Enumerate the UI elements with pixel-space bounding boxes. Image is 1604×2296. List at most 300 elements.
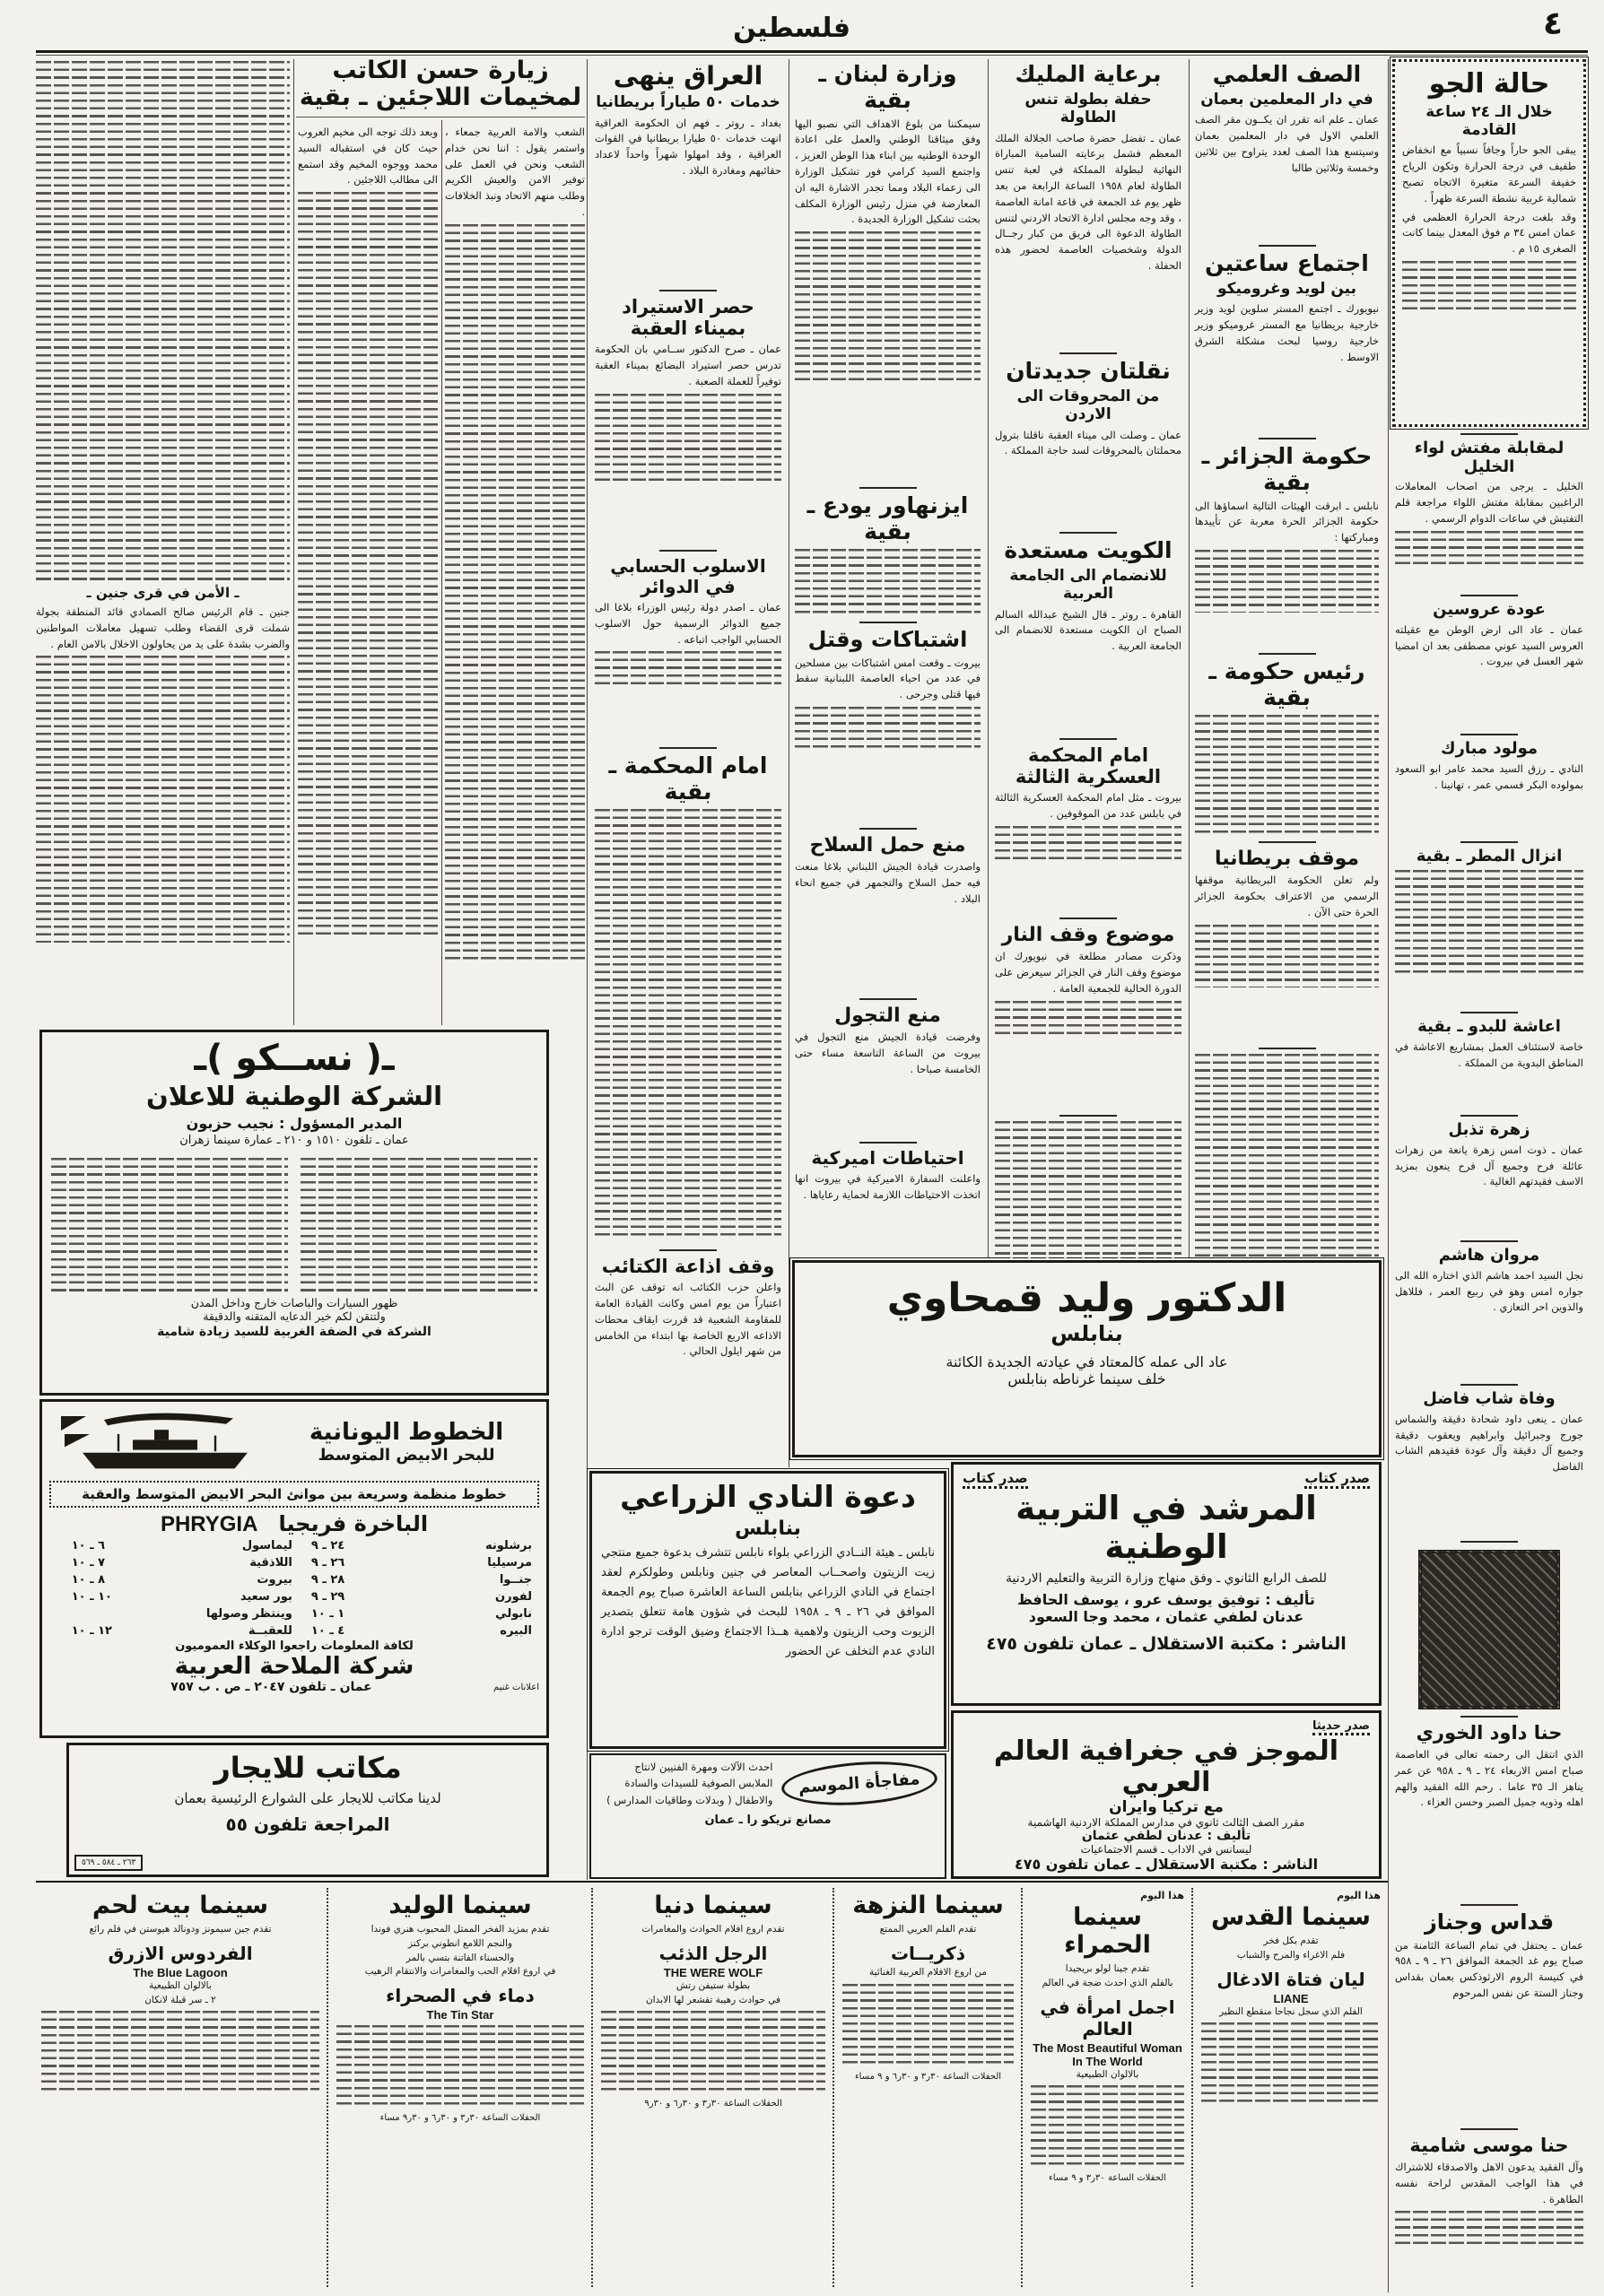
section-body: وفرضت قيادة الجيش منع التجول في بيروت من الساعة التاسعة مساء حتى الخامسة صباحا . — [795, 1031, 981, 1075]
body-text-texture — [298, 192, 438, 936]
section-divider — [859, 487, 917, 489]
section-subheadline: للانضمام الى الجامعة العربية — [1009, 566, 1167, 604]
body-text-texture — [1031, 2085, 1184, 2166]
cinema-ad-3 — [837, 1886, 1019, 2292]
section-headline: وزارة لبنان ـ بقية — [818, 61, 957, 113]
showtimes: الحفلات الساعة ٣٠ر٣ و ٣٠ر٦ و ٩ مساء — [854, 2071, 1002, 2082]
ad-nesco-manager: المدير المسؤول : نجيب حزبون — [186, 1115, 403, 1132]
header-rule — [36, 50, 1588, 53]
showtimes: الحفلات الساعة ٣٠ر٣ و ٣٠ر٦ و ٣٠ر٩ مساء — [379, 2113, 541, 2123]
section-body: بيروت ـ وقعت امس اشتباكات بين مسلحين في عدد من احياء العاصمة اللبنانية سقط فيها قتلى وجرحى . — [795, 656, 981, 701]
schedule-row — [65, 1622, 300, 1639]
body-text-texture — [36, 656, 290, 943]
body-text-texture — [1395, 2211, 1583, 2247]
body-text-texture — [842, 1984, 1014, 2065]
bullet-line: الملابس الصوفية للسيدات والسادة — [624, 1777, 773, 1790]
news-section — [792, 822, 983, 992]
ad-book-murshid — [951, 1462, 1382, 1706]
column-divider — [1189, 59, 1190, 1257]
body-text-texture — [1201, 2022, 1381, 2103]
cinema-line: تقدم بكل فخر — [1263, 1935, 1319, 1946]
section-body: ولم تعلن الحكومة البريطانية موقفها الرسمي من الاعتراف بحكومة الجزائر الحرة حتى الآن . — [1195, 874, 1379, 918]
section-divider — [659, 550, 717, 552]
book-publisher: الناشر : مكتبة الاستقلال ـ عمان تلفون ٤٧٥ — [1014, 1856, 1319, 1873]
body-text-texture — [41, 2011, 319, 2092]
section-headline: انزال المطر ـ بقية — [1416, 847, 1563, 865]
body-text-texture — [1402, 261, 1576, 315]
section-headline: الصف العلمي — [1212, 61, 1362, 87]
ship-name-arabic: الباخرة فريجيا — [278, 1511, 429, 1536]
section-headline: وفاة شاب فاضل — [1423, 1389, 1556, 1408]
section-body: النادي ـ رزق السيد محمد عامر ابو السعود بمولوده البكر فسمي عمر ، تهانينا . — [1395, 761, 1583, 791]
section-body: عمان ـ عاد الى ارض الوطن مع عقيلته العروس السيد عوني مصطفى بعد ان امضيا شهر العسل في بيروت . — [1395, 622, 1583, 668]
section-body: وقد بلغت درجة الحرارة العظمى في عمان امس ٣٤ م فوق المعدل بينما كانت الصغرى ١٥ م . — [1402, 210, 1576, 256]
section-divider — [1059, 918, 1117, 919]
film-title-latin: The Tin Star — [426, 2008, 494, 2022]
schedule-row — [65, 1588, 300, 1605]
schedule-port: البيره — [500, 1624, 532, 1638]
header-rule-thin — [36, 55, 1588, 56]
schedule-port: جنــوا — [499, 1573, 532, 1587]
ad-greek-subtitle: للبحر الابيض المتوسط — [318, 1445, 495, 1465]
news-section — [1392, 588, 1586, 727]
news-section — [1392, 1898, 1586, 2122]
section-headline: العراق ينهى — [613, 61, 763, 91]
section-body: عمان ـ علم انه تقرر ان يكــون مقر الصف العلمي الاول في دار المعلمين بعمان وسيتسع هذا الصف لعدد يتراوح بين ثلاثين وخمسة وثلاثين طالبا — [1195, 113, 1379, 174]
ad-agency-label: اعلانات غنيم — [493, 1682, 539, 1692]
section-subheadline: خدمات ٥٠ طياراً بريطانيا — [596, 93, 780, 112]
news-section — [992, 911, 1184, 1109]
body-text-texture — [336, 2025, 584, 2106]
section-body: واعلن حزب الكتائب انه توقف عن البث اعتباراً من يوم امس وكانت القيادة العامة للمقاومة الشعبية قد قررت ايقاف محطات الاذاعه الاربع الخاصة بها ابتداء من الخامس من شهر ايلول الحالي . — [595, 1281, 781, 1358]
news-section — [992, 59, 1184, 346]
ad-nesco-line: ولتتقن لكم خير الدعايه المتقنه والدقيقة — [203, 1309, 386, 1323]
cinema-line: تقدم الفلم العربي الممتع — [879, 1924, 977, 1935]
body-text-texture — [1195, 550, 1379, 613]
cinema-line: والنجم اللامع انطوني بركنز — [408, 1937, 512, 1949]
schedule-row — [304, 1605, 539, 1622]
bullet-line: والاطفال ( وبدلات وطاقيات المدارس ) — [606, 1793, 773, 1806]
body-text-texture — [795, 231, 981, 384]
news-section — [992, 526, 1184, 732]
column-divider — [441, 120, 442, 1025]
section-divider — [1460, 734, 1518, 735]
news-section — [1392, 1005, 1586, 1109]
cinema-row-rule — [36, 1881, 1388, 1883]
article-body: وبعد ذلك توجه الى مخيم العروب حيث كان في استقباله السيد محمد ووجوه المخيم وقد استمع الى مطالب اللاجئين . — [298, 126, 438, 187]
ship-name-latin: PHRYGIA — [160, 1512, 258, 1536]
schedule-port: لفورن — [495, 1590, 532, 1604]
section-divider — [1460, 595, 1518, 596]
ad-nesco-body — [51, 1154, 537, 1296]
section-headline: برعاية المليك — [1015, 61, 1162, 87]
section-headline: اشتباكات وقتل — [807, 627, 968, 652]
ad-doctor-line: خلف سينما غرناطه بنابلس — [1007, 1370, 1166, 1387]
body-text-texture — [51, 1158, 288, 1292]
section-body: يبقى الجو حاراً وجافاً نسبياً مع انخفاض طفيف في درجة الحرارة وتكون الرياح خفيفة السرعة متغيرة الاتجاه تصبح شمالية غربية نشطة السرعة ظهراً . — [1402, 144, 1576, 204]
ad-doctor-city: بنابلس — [1050, 1321, 1123, 1346]
section-headline: حصر الاستيراد بميناء العقبة — [622, 296, 754, 340]
showtimes: الحفلات الساعة ٣٠ر٣ و ٩ مساء — [1049, 2173, 1166, 2184]
section-headline: حالة الجو — [1428, 68, 1550, 100]
book-publisher: الناشر : مكتبة الاستقلال ـ عمان تلفون ٤٧٥ — [986, 1634, 1347, 1654]
cinema-name: سينما القدس — [1211, 1903, 1371, 1931]
section-divider — [1259, 438, 1316, 439]
ad-surprise-bullets — [606, 1759, 772, 1808]
section-body: عمان ـ وصلت الى ميناء العقبة ناقلتا بترول محملتان بالمحروقات لسد حاجة المملكة . — [995, 428, 1181, 457]
schedule-row — [65, 1537, 300, 1554]
section-divider — [659, 747, 717, 749]
news-section — [1392, 1109, 1586, 1234]
section-divider — [1059, 738, 1117, 740]
section-divider — [1460, 1012, 1518, 1013]
section-body: عمان ـ تفضل حضرة صاحب الجلالة الملك المعظم فشمل برعايته السامية المباراة النهائية لبطولة المملكة في لعبة تنس الطاولة لعام ١٩٥٨ الساعة الرابعة من بعد ظهر يوم غد الجمعة في قاعة امانة العاصمة ، وقد وجه مجلس ادارة الاتحاد الاردني لتنس الطاولة الدعوة الى فريق من كبار رجــال الدولة وشخصيات العاصمة لحضور هذه الحفلة . — [995, 131, 1181, 273]
cinema-divider — [327, 1888, 328, 2287]
news-section — [992, 732, 1184, 911]
schedule-port: للعقبــة — [248, 1624, 292, 1638]
cinema-line: بطولة ستيفن رتش — [676, 1979, 751, 1991]
section-subheadline: بين لويد وغروميكو — [1216, 279, 1357, 298]
body-text-texture — [995, 1121, 1181, 1259]
section-headline: حكومة الجزائر ـ بقية — [1201, 443, 1373, 495]
cinema-line: الفلم الذي سجل نجاحا منقطع النظير — [1219, 2005, 1363, 2017]
section-body: بغداد ـ روتر ـ فهم ان الحكومة العراقية انهت خدمات ٥٠ طيارا بريطانيا في القوات العراقية ، وقد امهلوا شهراً واحداً لاعداد حقائبهم ومغادرة البلاد . — [595, 116, 782, 178]
ad-greek-top — [49, 1405, 539, 1477]
section-headline: اجتماع ساعتين — [1205, 250, 1369, 276]
section-body: عمان ـ ينعى داود شحادة دقيقة والشماس جورج وجبرائيل وابراهيم ويعقوب دقيقة وجميع آل دقيقة وآل عودة فقيدهم الشاب الفاضل — [1395, 1412, 1583, 1474]
film-title-latin: LIANE — [1273, 1991, 1309, 2005]
ad-greek-lines — [39, 1399, 549, 1738]
news-column-col3 — [992, 59, 1184, 1259]
film-title-arabic: الرجل الذئب — [658, 1942, 768, 1964]
news-section — [992, 346, 1184, 526]
section-subheadline: في دار المعلمين بعمان — [1200, 90, 1373, 109]
cinema-line: بالفلم الذي احدث ضجة في العالم — [1042, 1977, 1173, 1988]
ad-greek-contact: عمان ـ تلفون ٢٠٤٧ ـ ص . ب ٧٥٧ — [170, 1680, 372, 1694]
book-tag: صدر كتاب — [1304, 1470, 1370, 1489]
section-divider — [1460, 1904, 1518, 1906]
film-title-latin: THE WERE WOLF — [663, 1965, 763, 1979]
cinema-name: سينما بيت لحم — [92, 1892, 269, 1919]
book-line: تأليف : توفيق يوسف عرو ، يوسف الحافظ — [1017, 1591, 1315, 1608]
section-divider — [1460, 1541, 1518, 1543]
news-section — [1392, 835, 1586, 1005]
section-body: الخليل ـ يرجى من اصحاب المعاملات الراغبين بمقابلة مفتش اللواء مراجعة قلم التفتيش في ساعات الدوام الرسمي . — [1395, 480, 1583, 525]
section-divider — [1460, 1240, 1518, 1242]
obituary-name: حنا موسى شامية — [1409, 2135, 1569, 2156]
article-visit-headline-zone — [296, 57, 585, 115]
news-section — [1392, 1535, 1586, 1709]
section-headline: امام المحكمة العسكرية الثالثة — [1015, 744, 1162, 788]
section-headline: موقف بريطانيا — [1214, 848, 1360, 870]
section-divider — [1460, 1716, 1518, 1718]
section-divider — [1460, 1115, 1518, 1117]
column-divider — [1388, 59, 1389, 2292]
body-text-texture — [1395, 870, 1583, 978]
book-line: للصف الرابع الثانوي ـ وفق منهاج وزارة التربية والتعليم الاردنية — [1006, 1571, 1327, 1586]
ad-agri-club — [589, 1471, 946, 1749]
cinema-divider — [833, 1888, 834, 2287]
ad-greek-banner: خطوط منظمة وسريعة بين موانئ البحر الابيض المتوسط والعقبة — [49, 1481, 539, 1508]
news-section — [792, 615, 983, 822]
obituary-name: حنا داود الخوري — [1416, 1722, 1563, 1744]
schedule-date: ٢٦ ـ ٩ — [310, 1556, 345, 1570]
section-headline: لمقابلة مفتش لواء الخليل — [1414, 439, 1565, 476]
section-subheadline: خلال الـ ٢٤ ساعة القادمة — [1425, 102, 1553, 139]
section-divider — [1059, 352, 1117, 354]
masthead-title: فلسطين — [733, 13, 850, 44]
schedule-port: اللاذقية — [249, 1556, 292, 1570]
cinema-line: ٢ ـ سر قبلة لانكان — [144, 1994, 216, 2005]
body-text-texture — [995, 1001, 1181, 1037]
news-column-col2 — [1192, 59, 1382, 1257]
book-title: الموجز في جغرافية العالم العربي — [993, 1735, 1339, 1798]
section-divider — [1259, 245, 1316, 247]
news-section — [1192, 647, 1382, 835]
schedule-row — [65, 1571, 300, 1588]
section-headline: عودة عروسين — [1433, 600, 1546, 619]
section-divider — [859, 828, 917, 830]
today-badge: هذا اليوم — [1337, 1890, 1381, 1901]
cinema-line: فلم الاغراء والمرح والشباب — [1236, 1949, 1346, 1961]
body-text-texture — [445, 224, 585, 960]
book-line: تأليف : عدنان لطفي عثمان — [1081, 1829, 1251, 1843]
film-title-arabic: دماء في الصحراء — [386, 1985, 535, 2006]
article-body: الشعب والامة العربية جمعاء ، واستمر يقول : اننا نحن خدام الشعب ونحن في العمل على توفير الامن والعيش الكريم وطلب منهم الاتحاد ونبذ الخلافات . — [445, 126, 585, 219]
body-text-texture — [36, 61, 290, 581]
schedule-date: ١٠ ـ ١٠ — [71, 1590, 112, 1604]
film-title-latin: The Blue Lagoon — [133, 1965, 228, 1979]
schedule-port: مرسيليا — [487, 1556, 532, 1570]
section-headline: قداس وجناز — [1424, 1909, 1555, 1935]
section-divider — [859, 622, 917, 623]
section-headline: موضوع وقف النار — [1001, 924, 1175, 946]
cinema-ad-5 — [331, 1886, 589, 2292]
news-section — [1392, 59, 1586, 427]
schedule-port: بيروت — [257, 1573, 292, 1587]
body-text-texture — [601, 2011, 825, 2092]
section-divider — [659, 1249, 717, 1251]
news-column-col5 — [592, 59, 784, 1470]
section-body: نيويورك ـ اجتمع المستر سلوين لويد وزير خارجية بريطانيا مع المستر غروميكو وزير خارجية روسيا لبحث مشكلة الشرق الاوسط . — [1195, 302, 1379, 363]
schedule-date: ٢٩ ـ ٩ — [310, 1590, 345, 1604]
sewing-machine-stamp: ٢٦٣ ـ ٥٨٤ ـ ٥٦٩ — [74, 1855, 143, 1871]
schedule-port: بور سعيد — [240, 1590, 292, 1604]
body-text-texture — [1195, 715, 1379, 836]
body-text-texture — [595, 809, 781, 1239]
section-headline: الاسلوب الحسابي في الدوائر — [610, 555, 766, 597]
cinema-line: في اروع افلام الحب والمغامرات والانتقام الرهيب — [364, 1966, 556, 1978]
section-subheadline: حفلة بطولة تنس الطاولة — [1024, 90, 1152, 127]
news-column-col4 — [792, 59, 983, 1259]
schedule-port: برشلونه — [485, 1539, 532, 1552]
ad-nesco — [39, 1030, 549, 1396]
steamship-illustration — [49, 1405, 274, 1477]
cinema-line: بالالوان الطبيعية — [1076, 2068, 1139, 2080]
cinema-ad-4 — [596, 1886, 831, 2292]
section-divider — [1460, 841, 1518, 843]
news-section — [1192, 835, 1382, 1041]
body-text-texture — [795, 549, 981, 616]
section-headline: امام المحكمة ـ بقية — [608, 752, 768, 804]
section-divider — [859, 998, 917, 1000]
today-badge: هذا اليوم — [1140, 1890, 1184, 1901]
cinema-line: تقدم جين سيمونز ودونالد هيوستن في فلم رائع — [89, 1924, 272, 1935]
news-section — [1392, 2122, 1586, 2296]
film-title-arabic: اجمل امرأة في العالم — [1040, 1996, 1175, 2039]
film-title-arabic: ذكريــات — [890, 1942, 966, 1964]
subheadline: ـ الأمن في قرى جنين ـ — [86, 585, 240, 601]
news-section — [592, 544, 784, 741]
schedule-table-right — [304, 1537, 539, 1639]
news-section — [792, 481, 983, 615]
news-section — [592, 741, 784, 1243]
ad-offices — [66, 1743, 549, 1877]
section-headline: رئيس حكومة ـ بقية — [1208, 658, 1365, 710]
section-body: عمان ـ اصدر دولة رئيس الوزراء بلاغا الى جميع الدوائر الرسمية حول الاسلوب الحسابي الواجب اتباعه . — [595, 601, 781, 646]
ad-nesco-title: الشركة الوطنية للاعلان — [145, 1081, 443, 1111]
section-body: نجل السيد احمد هاشم الذي اختاره الله الى جواره امس وهو في ربيع العمر ، فللاهل والذوين احر التعازي . — [1395, 1268, 1583, 1314]
cinema-line: في حوادث رهيبة تقشعر لها الابدان — [645, 1994, 781, 2005]
cinema-name: سينما النزهة — [852, 1892, 1004, 1919]
book-tag: صدر حديثا — [1312, 1719, 1370, 1735]
news-section — [592, 59, 784, 283]
schedule-row — [304, 1571, 539, 1588]
news-section — [1392, 427, 1586, 588]
body-text-texture — [995, 826, 1181, 862]
bullet-line: احدث الآلات ومهرة الفنيين لانتاج — [634, 1761, 773, 1773]
cinema-name: سينما الحمراء — [1064, 1903, 1151, 1959]
news-section — [792, 59, 983, 481]
section-divider — [1460, 1384, 1518, 1386]
section-body: وآل الفقيد يدعون الاهل والاصدقاء للاشتراك في هذا الواجب المقدس لراحة نفسه الطاهرة . — [1395, 2161, 1583, 2205]
film-title-arabic: الفردوس الازرق — [108, 1942, 253, 1964]
cinema-divider — [1021, 1888, 1023, 2287]
cinema-line: تقدم بمزيد الفخر الممثل المحبوب هنري فوندا — [370, 1924, 550, 1935]
body-text-texture — [301, 1158, 537, 1292]
schedule-row — [304, 1588, 539, 1605]
news-section — [1192, 59, 1382, 239]
section-body: بيروت ـ مثل امام المحكمة العسكرية الثالثة في بابلس عدد من الموقوفين . — [995, 791, 1181, 821]
section-body: عمان ـ صرح الدكتور ســامي بان الحكومة تدرس حصر استيراد البضائع بميناء العقبة توفيراً للعملة الصعبة . — [595, 343, 781, 387]
section-divider — [1460, 433, 1518, 435]
page-number: ٤ — [1543, 5, 1563, 42]
showtimes: الحفلات الساعة ٣٠ر٣ و ٣٠ر٦ و ٣٠ر٩ — [644, 2099, 782, 2109]
ad-book-mujaz — [951, 1710, 1382, 1879]
news-section — [1392, 1234, 1586, 1378]
schedule-row — [304, 1537, 539, 1554]
section-body: عمان ـ ذوت امس زهرة يانعة من زهرات عائلة فرح وجميع آل فرح ينعون بمزيد الاسف فقيدتهم الغالية . — [1395, 1143, 1583, 1188]
news-section — [1192, 239, 1382, 431]
section-body: واعلنت السفارة الاميركية في بيروت انها اتخذت الاحتياطات اللازمة لحماية رعاياها . — [795, 1172, 981, 1201]
schedule-row — [65, 1605, 300, 1622]
section-divider — [1259, 841, 1316, 843]
ad-surprise-footer: مصانع تريكو را ـ عمان — [704, 1813, 832, 1828]
ad-nesco-header: ـ( نســكو )ـ — [194, 1038, 395, 1079]
section-subheadline: من المحروقات الى الاردن — [1016, 387, 1160, 424]
section-divider — [1259, 653, 1316, 655]
section-divider — [1059, 532, 1117, 534]
ad-book-tags — [963, 1470, 1370, 1489]
section-body: وذكرت مصادر مطلعة في نيويورك ان موضوع وقف النار في الجزائر سيعرض على الدورة الحالية للجمعية العامة . — [995, 950, 1181, 995]
body-text-texture — [795, 707, 981, 752]
body-text-texture — [1195, 925, 1379, 987]
ad-offices-phone: المراجعة تلفون ٥٥ — [225, 1813, 390, 1835]
ad-offices-line: لدينا مكاتب للايجار على الشوارع الرئيسية بعمان — [174, 1790, 441, 1806]
schedule-port: نابولي — [495, 1607, 532, 1621]
section-body: خاصة لاستئناف العمل بمشاريع الاعاشة في المناطق البدوية من المملكة . — [1395, 1039, 1583, 1069]
ad-greek-ship-name — [49, 1511, 539, 1537]
article-left-column — [36, 57, 290, 1023]
news-section — [592, 1243, 784, 1470]
ad-greek-company: شركة الملاحة العربية — [174, 1653, 414, 1680]
news-column-right1 — [1392, 59, 1586, 2296]
ad-greek-titles — [274, 1419, 539, 1465]
news-section — [1392, 727, 1586, 835]
book-title: المرشد في التربية الوطنية — [1016, 1489, 1317, 1566]
section-headline: نقلتان جديدتان — [1006, 358, 1171, 384]
section-headline: الكويت مستعدة — [1004, 537, 1172, 563]
ad-nesco-line: ظهور السيارات والباصات خارج وداخل المدن — [190, 1296, 398, 1309]
body-text-texture — [595, 651, 781, 687]
schedule-date: ١٢ ـ ١٠ — [71, 1624, 112, 1638]
ad-greek-note: لكافة المعلومات راجعوا الوكلاء العموميون — [175, 1639, 414, 1653]
body-text-texture — [595, 394, 781, 483]
section-body: القاهرة ـ روتر ـ قال الشيخ عبدالله السالم الصباح ان الكويت مستعدة للانضمام الى الجامعة العربية . — [995, 607, 1181, 653]
ad-greek-title: الخطوط اليونانية — [309, 1418, 504, 1446]
cinema-name: سينما دنيا — [654, 1892, 772, 1919]
news-section — [792, 1135, 983, 1259]
section-body: الذي انتقل الى رحمته تعالى في العاصمة صباح امس الاربعاء ٢٤ ـ ٩ ـ ٩٥٨ عن عمر يناهز الـ ٣٥ عاما . رحم الله الفقيد والهم اهله وذويه جميل الصبر وحسن العزاء . — [1395, 1748, 1583, 1809]
body-text-texture — [1195, 1054, 1379, 1257]
ad-agri-title: دعوة النادي الزراعي — [620, 1479, 916, 1514]
news-section — [1392, 1709, 1586, 1898]
section-headline: مروان هاشم — [1438, 1246, 1540, 1265]
section-headline: اعاشة للبدو ـ بقية — [1417, 1017, 1561, 1036]
cinema-line: بالالوان الطبيعية — [149, 1979, 212, 1991]
news-section — [1192, 431, 1382, 647]
article-visit-col-b — [298, 122, 438, 1023]
section-headline: منع حمل السلاح — [809, 834, 966, 857]
cinema-name: سينما الوليد — [388, 1892, 532, 1919]
book-line: عدنان لطفي عثمان ، محمد وجا السعود — [1028, 1608, 1304, 1625]
ad-doctor-line: عاد الى عمله كالمعتاد في عيادته الجديدة الكائنة — [946, 1353, 1228, 1370]
section-body: نابلس ـ ابرقت الهيئات التالية اسماؤها الى حكومة الجزائر الحرة معربة عن تأييدها ومباركتها : — [1195, 499, 1379, 544]
ad-nesco-line: الشركة في الضفة الغربية للسيد زيادة شامية — [157, 1325, 432, 1339]
news-section — [792, 992, 983, 1135]
ad-doctor-kamhawi — [792, 1260, 1382, 1457]
section-divider — [1059, 1115, 1117, 1117]
ad-season-surprise — [589, 1753, 946, 1879]
book-line: مقرر الصف الثالث ثانوي في مدارس المملكة الاردنية الهاشمية — [1027, 1816, 1305, 1829]
cinema-ad-6 — [36, 1886, 325, 2292]
book-tag: صدر كتاب — [963, 1470, 1028, 1489]
schedule-date: ١ ـ ١٠ — [310, 1607, 345, 1621]
ad-greek-schedule — [49, 1537, 539, 1639]
cinema-line: والحسناء الفاتنة بتسي بالمر — [405, 1952, 515, 1963]
column-divider — [988, 59, 989, 1257]
oval-badge: مفاجأة الموسم — [780, 1757, 938, 1810]
article-body: جنين ـ قام الرئيس صالح الصمادي قائد المنطقة بجولة شملت قرى القضاء وطلب تسهيل معاملات المواطنين والضرب بشدة على يد من يحاولون الاخلال بالامن العام . — [36, 605, 290, 650]
cinema-line: تقدم اروع افلام الحوادث والمغامرات — [641, 1924, 785, 1935]
cinema-line: تقدم جينا لولو بريجيدا — [1065, 1963, 1150, 1974]
section-body: واصدرت قيادة الجيش اللبناني بلاغا منعت فيه حمل السلاح والتجمهر في جميع انحاء البلاد . — [795, 860, 981, 905]
section-headline: منع التجول — [834, 1004, 941, 1027]
news-section — [1392, 1378, 1586, 1535]
section-divider — [859, 1142, 917, 1144]
decorative-stamp — [1418, 1550, 1560, 1709]
section-body: سيمكننا من بلوغ الاهداف التي نصبو اليها وفق ميثاقنا الوطني والعمل على اعادة الوحدة الوطنيه بين ابناء هذا الوطن العزيز ، واجتمع السيد كرامي فور تشكيل الوزارة الى زعماء البلاد ومما تجدر الاشارة اليه ان المعارضة في منزل رئيس الوزارة المكلف بحثت تشكيل الوزارة الجديدة . — [795, 117, 981, 226]
